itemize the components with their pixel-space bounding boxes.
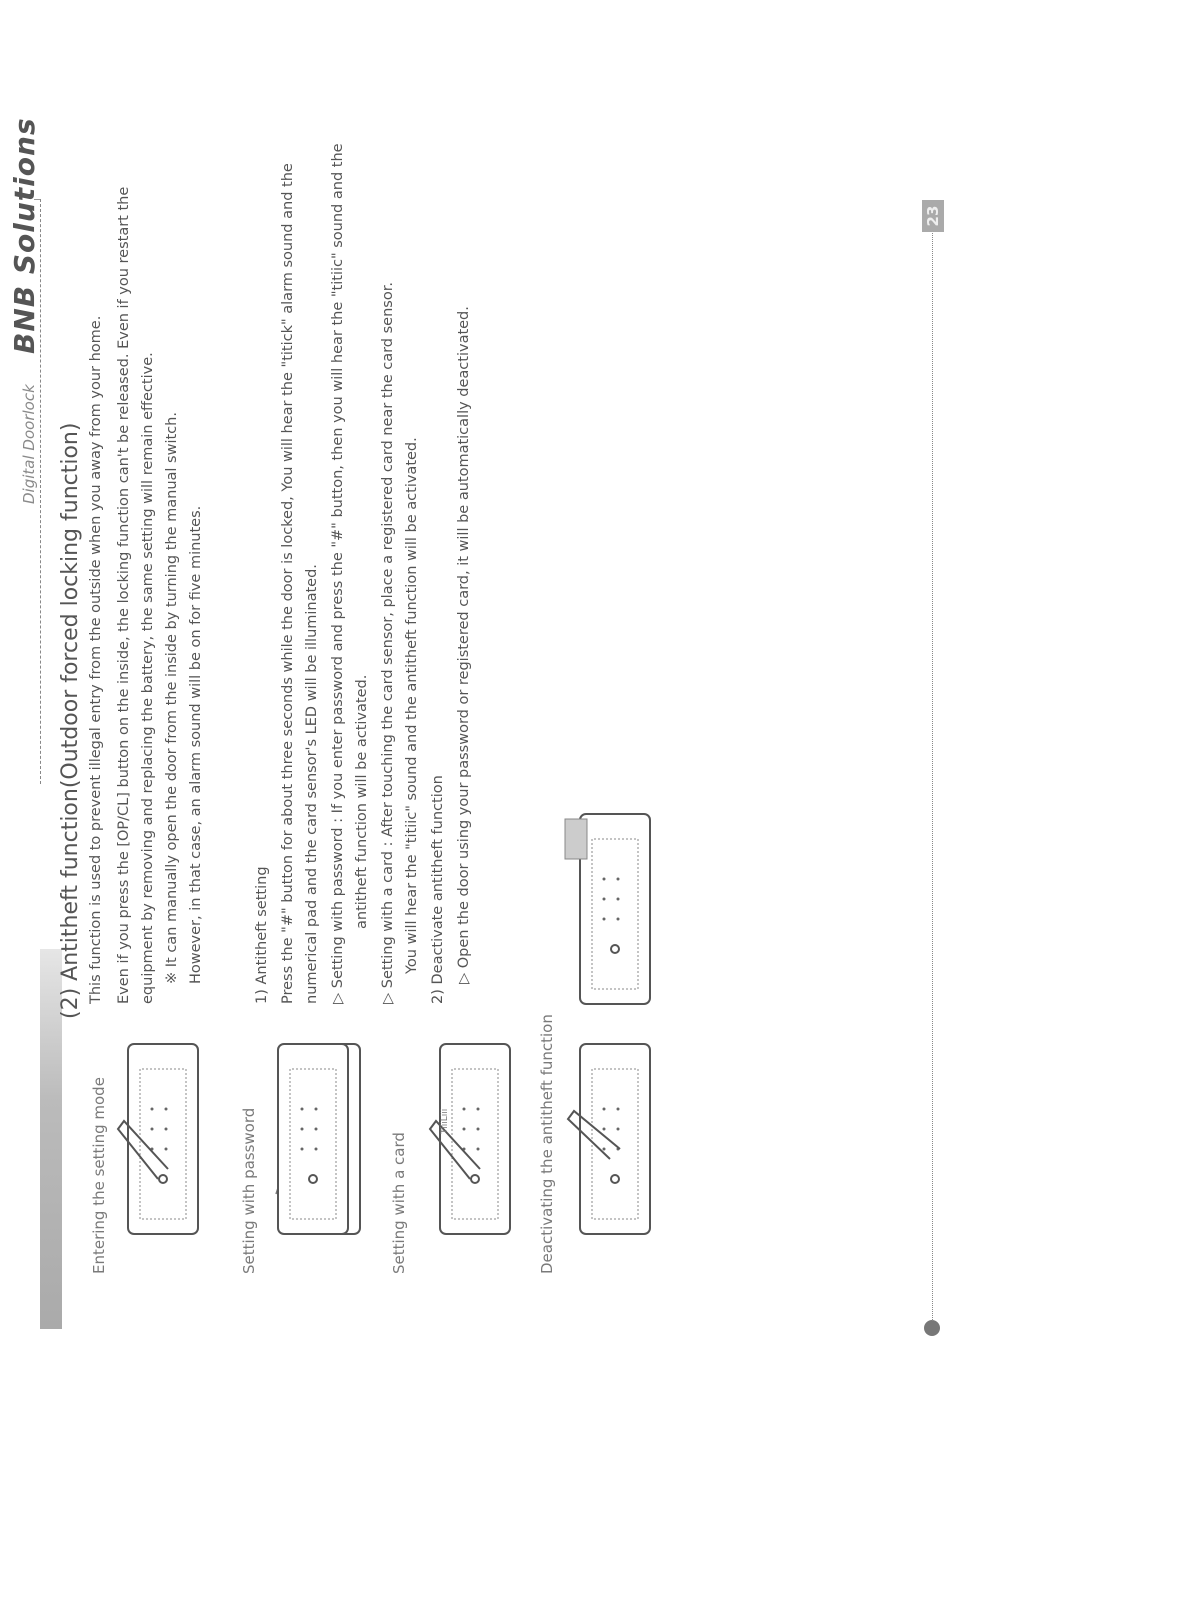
footer-rule (932, 231, 933, 1321)
doorlock-illustration (560, 1039, 680, 1239)
footer-dot (924, 1320, 940, 1336)
arrow-sound-label: TiiiLiii (440, 1108, 450, 1134)
doorlock-illustration (108, 1039, 228, 1239)
doorlock-illustration (258, 1039, 378, 1239)
step-1-text-a: Press the "#" button for about three seconds while the door is locked, You will hear the "titick" alarm sound and the (280, 163, 296, 1004)
caption-setting-card: Setting with a card (390, 1132, 408, 1274)
step-1-heading: 1) Antitheft setting (254, 866, 270, 1004)
step-1-password: ▷ Setting with password : If you enter password and press the "#" button, then you will hear the "titiic" sound and the (330, 143, 346, 1004)
step-1-text-b: numerical pad and the card sensor's LED will be illuminated. (304, 564, 320, 1004)
step-2-heading: 2) Deactivate antitheft function (430, 775, 446, 1004)
caption-entering-setting-mode: Entering the setting mode (90, 1077, 108, 1274)
caption-setting-password: Setting with password (240, 1107, 258, 1274)
step-1-card-b: You will hear the "titiic" sound and the antitheft function will be activated. (404, 437, 420, 974)
brand-name: BNB Solutions (8, 117, 41, 354)
section-title: (2) Antitheft function(Outdoor forced locking function) (58, 422, 83, 1019)
intro-line-5: However, in that case, an alarm sound will be on for five minutes. (188, 505, 204, 984)
header-rule (40, 199, 41, 784)
header-rule-end (34, 199, 40, 204)
product-name: Digital Doorlock (20, 384, 38, 504)
doorlock-illustration (420, 1039, 540, 1239)
caption-deactivating: Deactivating the antitheft function (538, 1014, 556, 1274)
doorlock-illustration (560, 809, 680, 1009)
step-2-text: ▷ Open the door using your password or registered card, it will be automatically deactivated. (456, 306, 472, 984)
intro-line-3: equipment by removing and replacing the battery, the same setting will remain effective. (140, 352, 156, 1004)
step-1-card: ▷ Setting with a card : After touching the card sensor, place a registered card near the card sensor. (380, 282, 396, 1004)
intro-line-2: Even if you press the [OP/CL] button on the inside, the locking function can't be released. Even if you restart the (116, 186, 132, 1004)
step-1-password-b: antitheft function will be activated. (354, 674, 370, 929)
intro-note: ※ It can manually open the door from the inside by turning the manual switch. (164, 412, 180, 984)
page-number: 23 (922, 200, 944, 232)
intro-line-1: This function is used to prevent illegal entry from the outside when you away from your home. (88, 315, 104, 1004)
